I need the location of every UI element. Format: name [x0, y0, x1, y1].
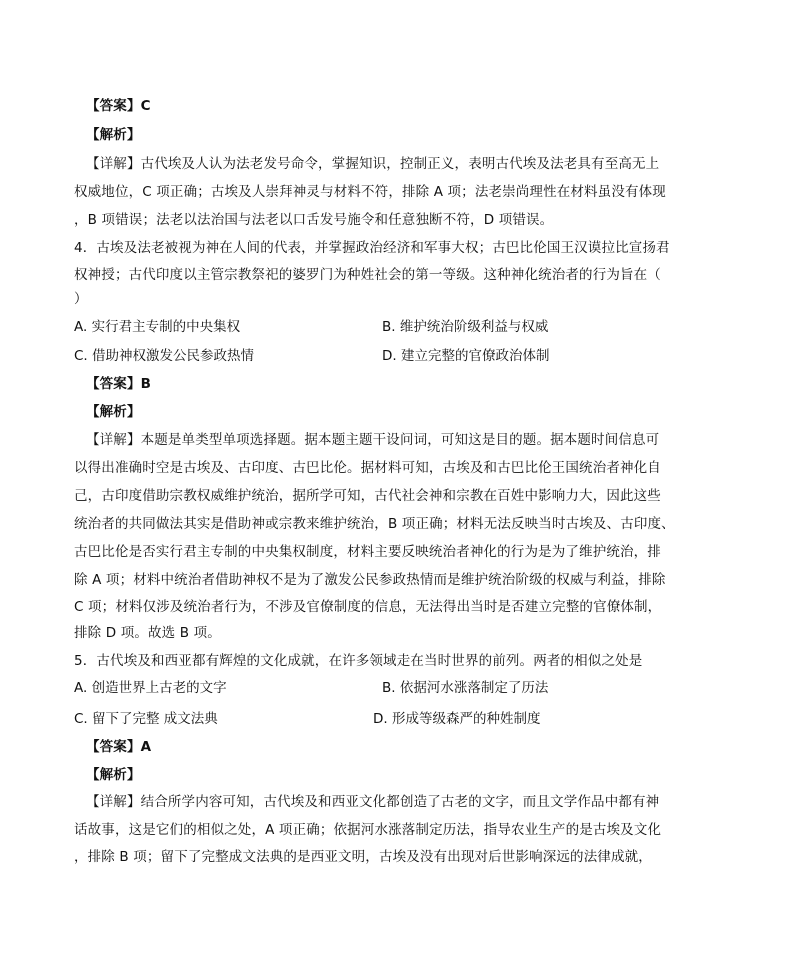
q4-stem-line: ）: [74, 291, 88, 307]
q4-detail-line: 己，古印度借助宗教权威维护统治，据所学可知，古代社会神和宗教在百姓中影响力大，因此这些: [74, 488, 661, 504]
q4-stem-line: 权神授；古代印度以主管宗教祭祀的婆罗门为种姓社会的第一等级。这种神化统治者的行为旨在（: [74, 267, 661, 283]
q4-stem-line: 4．古埃及法老被视为神在人间的代表，并掌握政治经济和军事大权；古巴比伦国王汉谟拉比宣扬君: [74, 240, 670, 256]
q5-answer: 【答案】A: [86, 739, 152, 755]
q3-analysis-heading: 【解析】: [86, 127, 141, 143]
q5-option-b: B. 依据河水涨落制定了历法: [382, 680, 549, 696]
q5-analysis-heading: 【解析】: [86, 767, 141, 783]
q3-detail-line: 权威地位，C 项正确；古埃及人崇拜神灵与材料不符，排除 A 项；法老崇尚理性在材料虽没有体现: [74, 184, 666, 200]
q4-detail-line: 排除 D 项。故选 B 项。: [74, 625, 221, 641]
q4-detail-line: 统治者的共同做法其实是借助神或宗教来维护统治，B 项正确；材料无法反映当时古埃及、古印度、: [74, 516, 675, 532]
q3-answer: 【答案】C: [86, 98, 151, 114]
q3-detail-line: ，B 项错误；法老以法治国与法老以口舌发号施令和任意独断不符，D 项错误。: [74, 212, 554, 228]
q4-detail-line: 【详解】本题是单类型单项选择题。据本题主题干设问词，可知这是目的题。据本题时间信息可: [86, 432, 660, 448]
q4-option-b: B. 维护统治阶级利益与权威: [382, 319, 549, 335]
q5-detail-line: ，排除 B 项；留下了完整成文法典的是西亚文明，古埃及没有出现对后世影响深远的法律成就，: [74, 849, 652, 865]
q5-stem: 5．古代埃及和西亚都有辉煌的文化成就，在许多领域走在当时世界的前列。两者的相似之处是: [74, 653, 643, 669]
q5-option-a: A. 创造世界上古老的文字: [74, 680, 227, 696]
q3-detail-line: 【详解】古代埃及人认为法老发号命令，掌握知识，控制正义，表明古代埃及法老具有至高无上: [86, 156, 660, 172]
q5-detail-line: 【详解】结合所学内容可知，古代埃及和西亚文化都创造了古老的文字，而且文学作品中都有神: [86, 794, 660, 810]
q4-option-a: A. 实行君主专制的中央集权: [74, 319, 241, 335]
q4-detail-line: 古巴比伦是否实行君主专制的中央集权制度，材料主要反映统治者神化的行为是为了维护统治，排: [74, 544, 661, 560]
q4-analysis-heading: 【解析】: [86, 404, 141, 420]
q4-option-d: D. 建立完整的官僚政治体制: [382, 348, 550, 364]
q4-detail-line: 以得出准确时空是古埃及、古印度、古巴比伦。据材料可知，古埃及和古巴比伦王国统治者神化自: [74, 460, 661, 476]
q4-detail-line: C 项；材料仅涉及统治者行为，不涉及官僚制度的信息，无法得出当时是否建立完整的官僚体制，: [74, 599, 662, 615]
q4-detail-line: 除 A 项；材料中统治者借助神权不是为了激发公民参政热情而是维护统治阶级的权威与利益，排除: [74, 572, 666, 588]
q5-option-c: C. 留下了完整 成文法典: [74, 711, 218, 727]
q5-option-d: D. 形成等级森严的种姓制度: [373, 711, 541, 727]
q5-detail-line: 话故事，这是它们的相似之处，A 项正确；依据河水涨落制定历法，指导农业生产的是古埃及文化: [74, 822, 662, 838]
q4-answer: 【答案】B: [86, 376, 152, 392]
q4-option-c: C. 借助神权激发公民参政热情: [74, 348, 255, 364]
